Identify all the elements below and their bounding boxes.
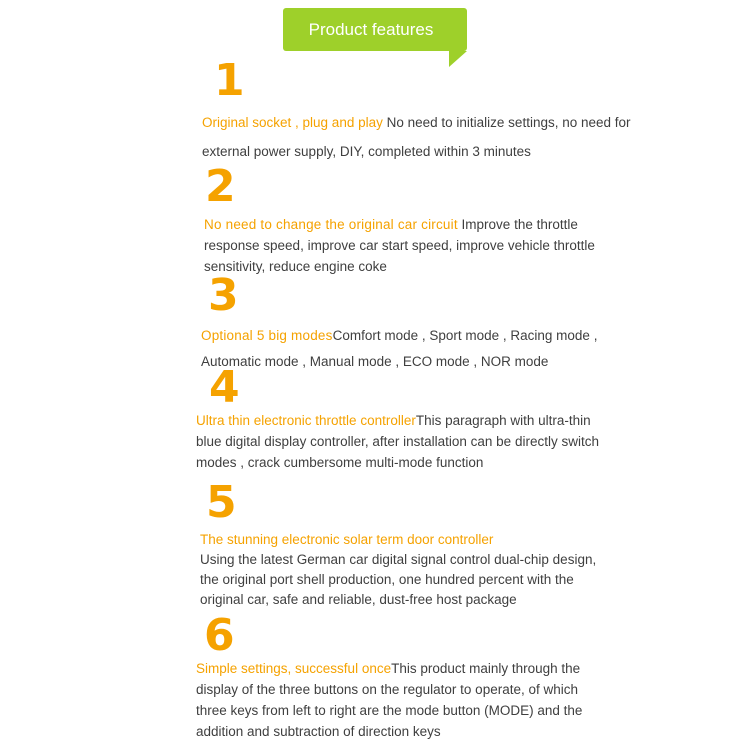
feature-lead-2: No need to change the original car circuit xyxy=(204,217,458,232)
feature-number-1: 1 xyxy=(214,55,245,106)
feature-lead-4: Ultra thin electronic throttle controller xyxy=(196,413,416,428)
feature-body-1: No need to initialize settings, no need for external power supply, DIY, completed within 3 minutes xyxy=(202,115,631,159)
feature-body-2: Improve the throttle response speed, improve car start speed, improve vehicle throttle sensitivity, reduce engine coke xyxy=(204,217,595,274)
header-banner-wrap xyxy=(0,8,750,51)
feature-number-5: 5 xyxy=(206,477,237,528)
feature-body-3: Comfort mode , Sport mode , Racing mode , Automatic mode , Manual mode , ECO mode , NOR mode xyxy=(201,328,598,369)
feature-number-2: 2 xyxy=(205,161,236,212)
feature-text-1 xyxy=(202,108,632,166)
feature-body-6: This product mainly through the display of the three buttons on the regulator to operate, of which three keys from left to right are the mode button (MODE) and the addition and subtraction of direction keys xyxy=(196,661,583,739)
feature-number-4: 4 xyxy=(209,362,240,413)
feature-text-4 xyxy=(196,410,604,473)
feature-lead-1: Original socket , plug and play xyxy=(202,115,383,130)
feature-lead-5: The stunning electronic solar term door controller xyxy=(200,532,494,547)
page-title: Product features xyxy=(308,20,434,39)
feature-body-4: This paragraph with ultra-thin blue digital display controller, after installation can be directly switch modes , crack cumbersome multi-mode function xyxy=(196,413,599,470)
feature-text-6 xyxy=(196,658,596,742)
feature-body-5: Using the latest German car digital signal control dual-chip design, the original port shell production, one hundred percent with the original car, safe and reliable, dust-free host package xyxy=(200,552,597,607)
feature-number-6: 6 xyxy=(204,610,235,661)
feature-text-3 xyxy=(201,323,601,375)
feature-lead-6: Simple settings, successful once xyxy=(196,661,392,676)
feature-lead-3: Optional 5 big modes xyxy=(201,328,333,343)
feature-number-3: 3 xyxy=(208,270,239,321)
header-banner xyxy=(283,8,468,51)
feature-text-2 xyxy=(204,214,604,277)
feature-text-5 xyxy=(200,530,600,610)
